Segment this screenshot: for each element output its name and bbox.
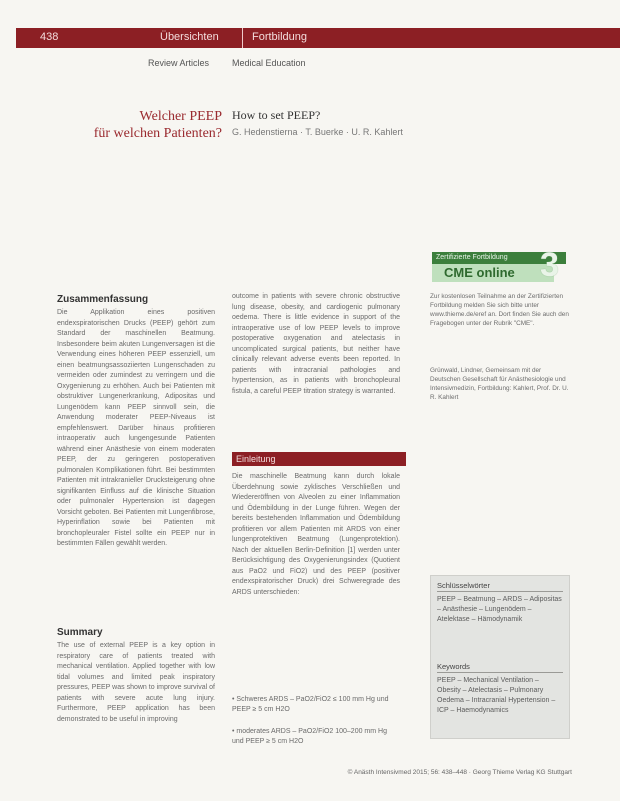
page-number: 438 bbox=[40, 31, 59, 43]
zusammenfassung-text: Die Applikation eines positiven endexspiratorischen Drucks (PEEP) gehört zum Standard der maschinellen Beatmung. Insbesondere beim akuten Lungenversagen ist die Verwendung eines höheren PEEP essenziell, um einen beatmungsassoziierten Lungenschaden zu vermeiden oder zumindest zu verringern und die Oxygenierung zu erhöhen. Auch bei Patienten mit obstruktiver Lungenerkrankung, Adipositas und Lungenödem kann PEEP sinnvoll sein, die Anwendung moderater PEEP-Niveaus ist empfehlenswert. Darüber hinaus profitieren intraoperativ auch lungengesunde Patienten während einer Anästhesie von einem moderaten PEEP, der zu geringeren postoperativen pulmonalen Komplikationen führt. Bei bestimmten Patienten mit intrakranieller Drucksteigerung ohne signifikanten Einfluss auf die klinische Situation oder pulmonaler Hypertension ist dagegen Vorsicht geboten. Bei Patienten mit Lungenfibrose, Hyperinflation sowie bei Patienten mit bronchopleuraler Fistel sollte ein PEEP nur in bestimmten Fällen gewählt werden. bbox=[57, 309, 215, 547]
section-right: Fortbildung bbox=[252, 31, 308, 43]
summary-heading: Summary bbox=[57, 627, 103, 638]
cme-participation-note: Zur kostenlosen Teilnahme an der Zertifizierten Fortbildung melden Sie sich bitte unter www.thieme.de/eref an. Dort finden Sie auch den Fragebogen unter der Rubrik "CME". bbox=[430, 293, 569, 327]
subheading-left: Review Articles bbox=[148, 58, 210, 68]
cme-label: Zertifizierte Fortbildung bbox=[432, 252, 566, 264]
subheading-right: Medical Education bbox=[232, 58, 306, 68]
header-divider bbox=[242, 28, 243, 48]
cme-number: 3 bbox=[540, 246, 559, 284]
bullet-moderate-ards: • moderates ARDS – PaO2/FiO2 100–200 mm Hg und PEEP ≥ 5 cm H2O bbox=[232, 728, 387, 745]
schluesselwoerter-title: Schlüsselwörter bbox=[437, 581, 490, 590]
authors: G. Hedenstierna · T. Buerke · U. R. Kahlert bbox=[232, 127, 403, 137]
keywords-title: Keywords bbox=[437, 662, 470, 671]
einleitung-heading: Einleitung bbox=[232, 452, 406, 466]
german-title-line-2: für welchen Patienten? bbox=[93, 126, 222, 141]
english-title: How to set PEEP? bbox=[232, 108, 321, 122]
german-title bbox=[94, 108, 222, 142]
bullet-severe-ards: • Schweres ARDS – PaO2/FiO2 ≤ 100 mm Hg und PEEP ≥ 5 cm H2O bbox=[232, 696, 389, 713]
summary-text: The use of external PEEP is a key option in respiratory care of patients treated with mechanical ventilation. Applied together with low tidal volumes and limited peak inspiratory pressures, PEEP was shown to improve survival of patients with severe acute lung injury. Furthermore, PEEP application has been demonstrated to be useful in improving bbox=[57, 642, 215, 723]
keywords-box bbox=[430, 575, 570, 739]
footer-citation: © Anästh Intensivmed 2015; 56: 438–448 · Georg Thieme Verlag KG Stuttgart bbox=[347, 769, 572, 776]
bullet-moderate-ards-text: moderates ARDS – PaO2/FiO2 100–200 mm Hg und PEEP ≥ 5 cm H2O bbox=[232, 728, 387, 745]
german-title-line-1: Welcher PEEP bbox=[139, 109, 222, 124]
section-left: Übersichten bbox=[160, 31, 219, 43]
keywords-divider-1 bbox=[437, 591, 563, 592]
header-bar bbox=[16, 28, 620, 48]
cme-badge: CME online bbox=[432, 264, 554, 282]
keywords-divider-2 bbox=[437, 672, 563, 673]
abstract-continued-text: outcome in patients with severe chronic obstructive lung disease, obesity, and cardiogenic pulmonary oedema. There is little evidence in support of the intraoperative use of low PEEP levels to improve postoperative oxygenation and atelectasis in uncomplicated surgical patients, but neither have clinically relevant adverse events been reported. In patients with intracranial pathologies and hypertension, as in patients with bronchopleural fistula, a careful PEEP titration strategy is warranted. bbox=[232, 293, 400, 395]
schluesselwoerter-text: PEEP – Beatmung – ARDS – Adipositas – Anästhesie – Lungenödem – Atelektase – Hämodynamik bbox=[437, 596, 562, 623]
reference-note: Grünwald, Lindner, Gemeinsam mit der Deutschen Gesellschaft für Anästhesiologie und Intensivmedizin, Fortbildung: Kahlert, Prof. Dr. U. R. Kahlert bbox=[430, 367, 569, 401]
einleitung-text: Die maschinelle Beatmung kann durch lokale Überdehnung sowie zyklisches Verschließen und Wiedereröffnen von Alveolen zu einer Inflammation und Ödembildung in der Lunge führen. Wegen der bereits bestehenden Inflammation und Ödembildung profitieren vor allem Patienten mit ARDS von einer lungenprotektiven Beatmung (Lungenprotektion). Nach der aktuellen Berlin-Definition [1] werden unter Berücksichtigung des Oxygenierungsindex (Quotient aus PaO2 und FiO2) und des PEEP (positiver endexspiratorischer Druck) drei Schweregrade des ARDS unterschieden: bbox=[232, 473, 400, 596]
zusammenfassung-heading: Zusammenfassung bbox=[57, 294, 149, 305]
bullet-severe-ards-text: Schweres ARDS – PaO2/FiO2 ≤ 100 mm Hg und PEEP ≥ 5 cm H2O bbox=[232, 696, 389, 713]
keywords-text: PEEP – Mechanical Ventilation – Obesity – Atelectasis – Pulmonary Oedema – Intracranial Hypertension – ICP – Haemodynamics bbox=[437, 677, 556, 714]
